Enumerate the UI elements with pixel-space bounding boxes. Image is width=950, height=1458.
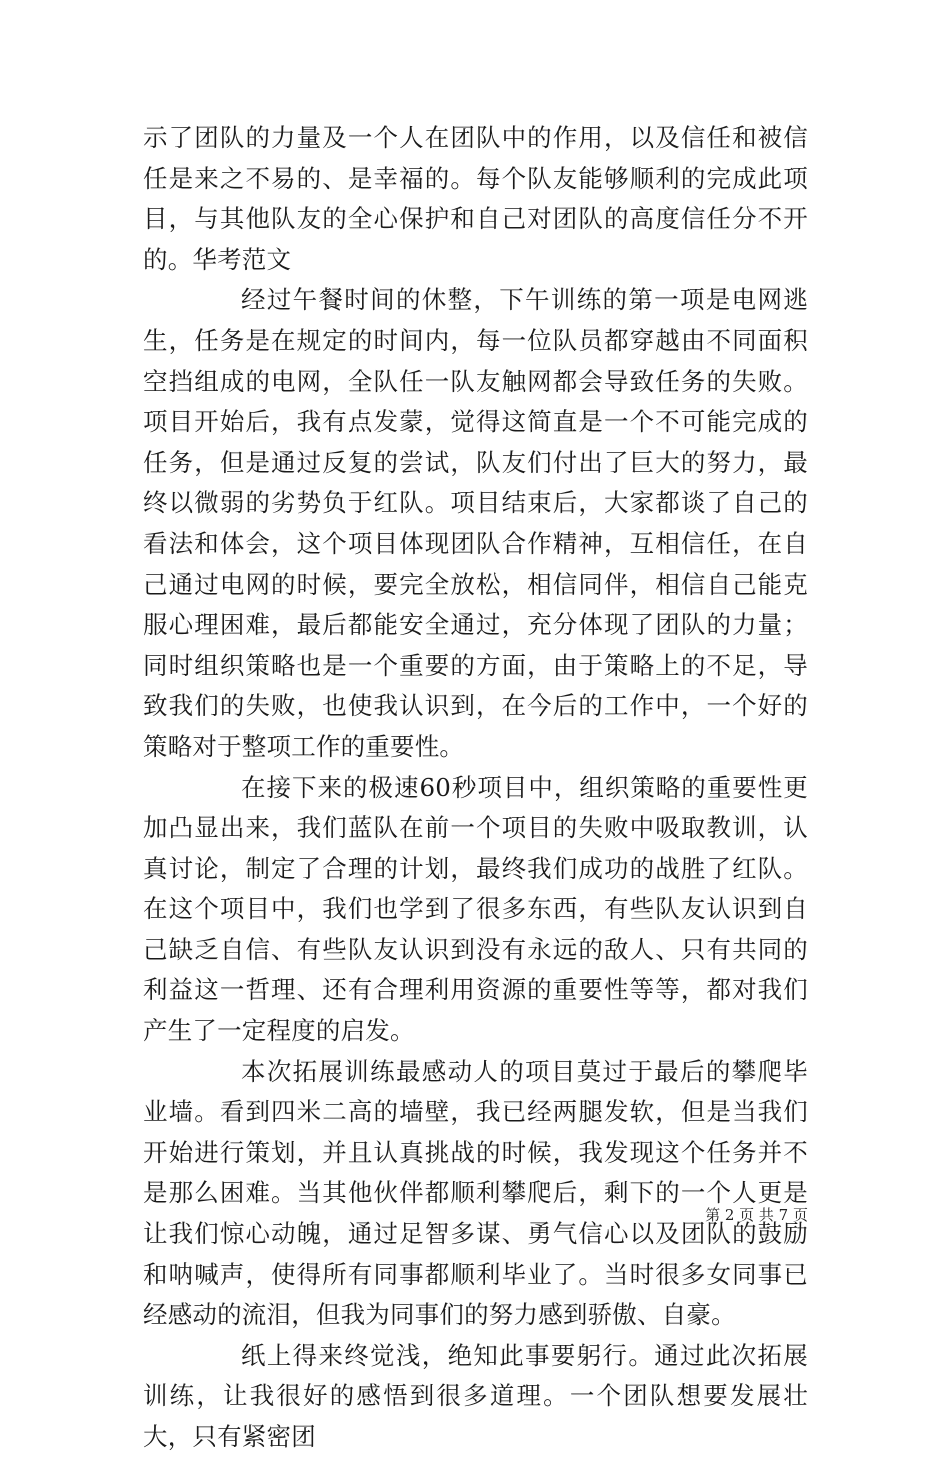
paragraph-1: 示了团队的力量及一个人在团队中的作用，以及信任和被信任是来之不易的、是幸福的。每个队友能够顺利的完成此项目，与其他队友的全心保护和自己对团队的高度信任分不开的。华考范文 (143, 123, 808, 274)
page-number-footer: 第 2 页 共 7 页 (705, 1206, 808, 1224)
document-body (143, 118, 808, 1458)
paragraph-4: 本次拓展训练最感动人的项目莫过于最后的攀爬毕业墙。看到四米二高的墙壁，我已经两腿发软，但是当我们开始进行策划，并且认真挑战的时候，我发现这个任务并不是那么困难。当其他伙伴都顺利攀爬后，剩下的一个人更是让我们惊心动魄，通过足智多谋、勇气信心以及团队的鼓励和呐喊声，使得所有同事都顺利毕业了。当时很多女同事已经感动的流泪，但我为同事们的努力感到骄傲、自豪。 (143, 1056, 808, 1330)
paragraph-5: 纸上得来终觉浅，绝知此事要躬行。通过此次拓展训练，让我很好的感悟到很多道理。一个团队想要发展壮大，只有紧密团 (143, 1340, 808, 1451)
paragraph-3: 在接下来的极速60秒项目中，组织策略的重要性更加凸显出来，我们蓝队在前一个项目的失败中吸取教训，认真讨论，制定了合理的计划，最终我们成功的战胜了红队。在这个项目中，我们也学到了很多东西，有些队友认识到自己缺乏自信、有些队友认识到没有永远的敌人、只有共同的利益这一哲理、还有合理利用资源的重要性等等，都对我们产生了一定程度的启发。 (143, 772, 808, 1046)
paragraph-2: 经过午餐时间的休整，下午训练的第一项是电网逃生，任务是在规定的时间内，每一位队员都穿越由不同面积空挡组成的电网，全队任一队友触网都会导致任务的失败。项目开始后，我有点发蒙，觉得这简直是一个不可能完成的任务，但是通过反复的尝试，队友们付出了巨大的努力，最终以微弱的劣势负于红队。项目结束后，大家都谈了自己的看法和体会，这个项目体现团队合作精神，互相信任，在自己通过电网的时候，要完全放松，相信同伴，相信自己能克服心理困难，最后都能安全通过，充分体现了团队的力量；同时组织策略也是一个重要的方面，由于策略上的不足，导致我们的失败，也使我认识到，在今后的工作中，一个好的策略对于整项工作的重要性。 (143, 285, 808, 761)
